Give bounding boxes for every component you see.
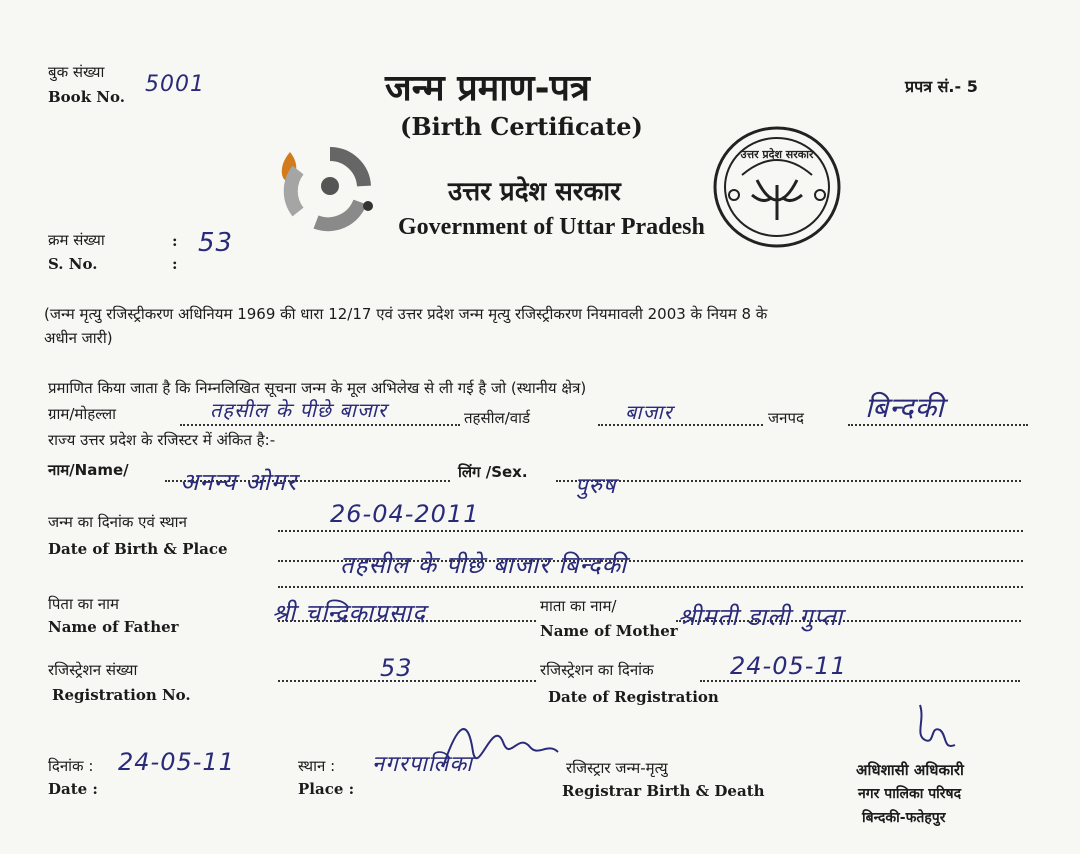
registrar-signature-icon xyxy=(438,712,563,782)
issue-date-value: 24-05-11 xyxy=(118,748,235,776)
tehsil-dotted-line xyxy=(598,424,763,426)
name-label: नाम/Name/ xyxy=(48,461,129,479)
logo-dot xyxy=(321,177,339,195)
registrar-signature-stroke xyxy=(443,729,558,767)
district-value: बिन्दकी xyxy=(865,391,945,424)
seal-emblem xyxy=(752,180,802,220)
tehsil-value: बाजार xyxy=(625,400,673,424)
book-label-hi: बुक संख्या xyxy=(48,63,105,81)
mother-value: श्रीमती डाली गुप्ता xyxy=(678,603,844,631)
act-line-2: अधीन जारी) xyxy=(44,329,113,347)
government-name-hi: उत्तर प्रदेश सरकार xyxy=(448,177,621,207)
place-dotted-line-2 xyxy=(278,586,1023,588)
officer-stamp-line-3: बिन्दकी-फतेहपुर xyxy=(862,810,946,826)
village-label: ग्राम/मोहल्ला xyxy=(48,405,117,423)
mother-label-en: Name of Mother xyxy=(540,622,678,640)
sex-dotted-line xyxy=(556,480,1021,482)
serial-label-hi: क्रम संख्या xyxy=(48,231,105,249)
officer-stamp-line-1: अधिशासी अधिकारी xyxy=(856,761,964,779)
place-label-hi: स्थान : xyxy=(298,757,336,775)
seal-arc xyxy=(742,160,812,175)
serial-label-en: S. No. xyxy=(48,255,98,273)
registration-no-value: 53 xyxy=(380,654,413,682)
serial-value: 53 xyxy=(198,228,234,258)
up-government-seal-icon xyxy=(712,125,842,250)
register-line: राज्य उत्तर प्रदेश के रजिस्टर में अंकित है:- xyxy=(48,431,276,449)
issue-date-label-en: Date : xyxy=(48,780,98,798)
birth-place-value: तहसील के पीछे बाजार बिन्दकी xyxy=(340,551,628,579)
serial-colon-2: : xyxy=(172,255,178,273)
dob-label-en: Date of Birth & Place xyxy=(48,540,228,558)
registration-no-label-en: Registration No. xyxy=(52,686,191,704)
logo-arc-bottom xyxy=(316,202,360,224)
act-line-1: (जन्म मृत्यु रजिस्ट्रीकरण अधिनियम 1969 की धारा 12/17 एवं उत्तर प्रदेश जन्म मृत्यु रजिस्ट्रीकरण नियमावली 2003 के नियम 8 के xyxy=(44,305,768,323)
seal-star-right xyxy=(815,190,825,200)
dob-label-hi: जन्म का दिनांक एवं स्थान xyxy=(48,513,187,531)
logo-small-dot xyxy=(363,201,373,211)
seal-star-left xyxy=(729,190,739,200)
book-label-en: Book No. xyxy=(48,88,125,106)
officer-signature-stroke xyxy=(920,705,955,746)
registration-date-label-en: Date of Registration xyxy=(548,688,719,706)
registration-no-label-hi: रजिस्ट्रेशन संख्या xyxy=(48,661,138,679)
logo-arc-left xyxy=(291,170,298,212)
sex-label: लिंग /Sex. xyxy=(458,463,528,481)
book-value: 5001 xyxy=(145,72,205,97)
registration-date-value: 24-05-11 xyxy=(730,652,847,680)
serial-colon-1: : xyxy=(172,232,178,250)
name-value: अनन्य ओमर xyxy=(180,468,298,496)
registration-logo-icon xyxy=(268,142,378,232)
certificate-title-en: (Birth Certificate) xyxy=(400,112,643,141)
registration-date-label-hi: रजिस्ट्रेशन का दिनांक xyxy=(540,661,654,679)
government-name-en: Government of Uttar Pradesh xyxy=(398,214,705,240)
issue-date-label-hi: दिनांक : xyxy=(48,757,94,775)
father-label-hi: पिता का नाम xyxy=(48,595,119,613)
dob-dotted-line xyxy=(278,530,1023,532)
tehsil-label: तहसील/वार्ड xyxy=(464,409,531,427)
district-label: जनपद xyxy=(768,409,804,427)
officer-stamp-line-2: नगर पालिका परिषद xyxy=(858,786,962,802)
officer-signature-icon xyxy=(895,700,965,765)
form-number: प्रपत्र सं.- 5 xyxy=(905,77,978,96)
father-value: श्री चन्द्रिकाप्रसाद xyxy=(272,599,426,627)
registration-date-dotted-line xyxy=(700,680,1020,682)
certificate-title-hi: जन्म प्रमाण-पत्र xyxy=(385,68,590,109)
sex-value: पुरुष xyxy=(575,474,617,499)
registrar-title-hi: रजिस्ट्रार जन्म-मृत्यु xyxy=(566,759,668,777)
mother-label-hi: माता का नाम/ xyxy=(540,597,617,615)
father-label-en: Name of Father xyxy=(48,618,179,636)
registrar-title-en: Registrar Birth & Death xyxy=(562,782,765,800)
issue-place-value: नगरपालिका xyxy=(372,752,473,777)
dob-value: 26-04-2011 xyxy=(330,500,480,528)
certification-line: प्रमाणित किया जाता है कि निम्नलिखित सूचना जन्म के मूल अभिलेख से ली गई है जो (स्थानीय क्षेत्र) xyxy=(48,379,587,397)
seal-text: उत्तर प्रदेश सरकार xyxy=(740,148,814,161)
place-label-en: Place : xyxy=(298,780,355,798)
village-value: तहसील के पीछे बाजार xyxy=(210,398,388,422)
village-dotted-line xyxy=(180,424,460,426)
